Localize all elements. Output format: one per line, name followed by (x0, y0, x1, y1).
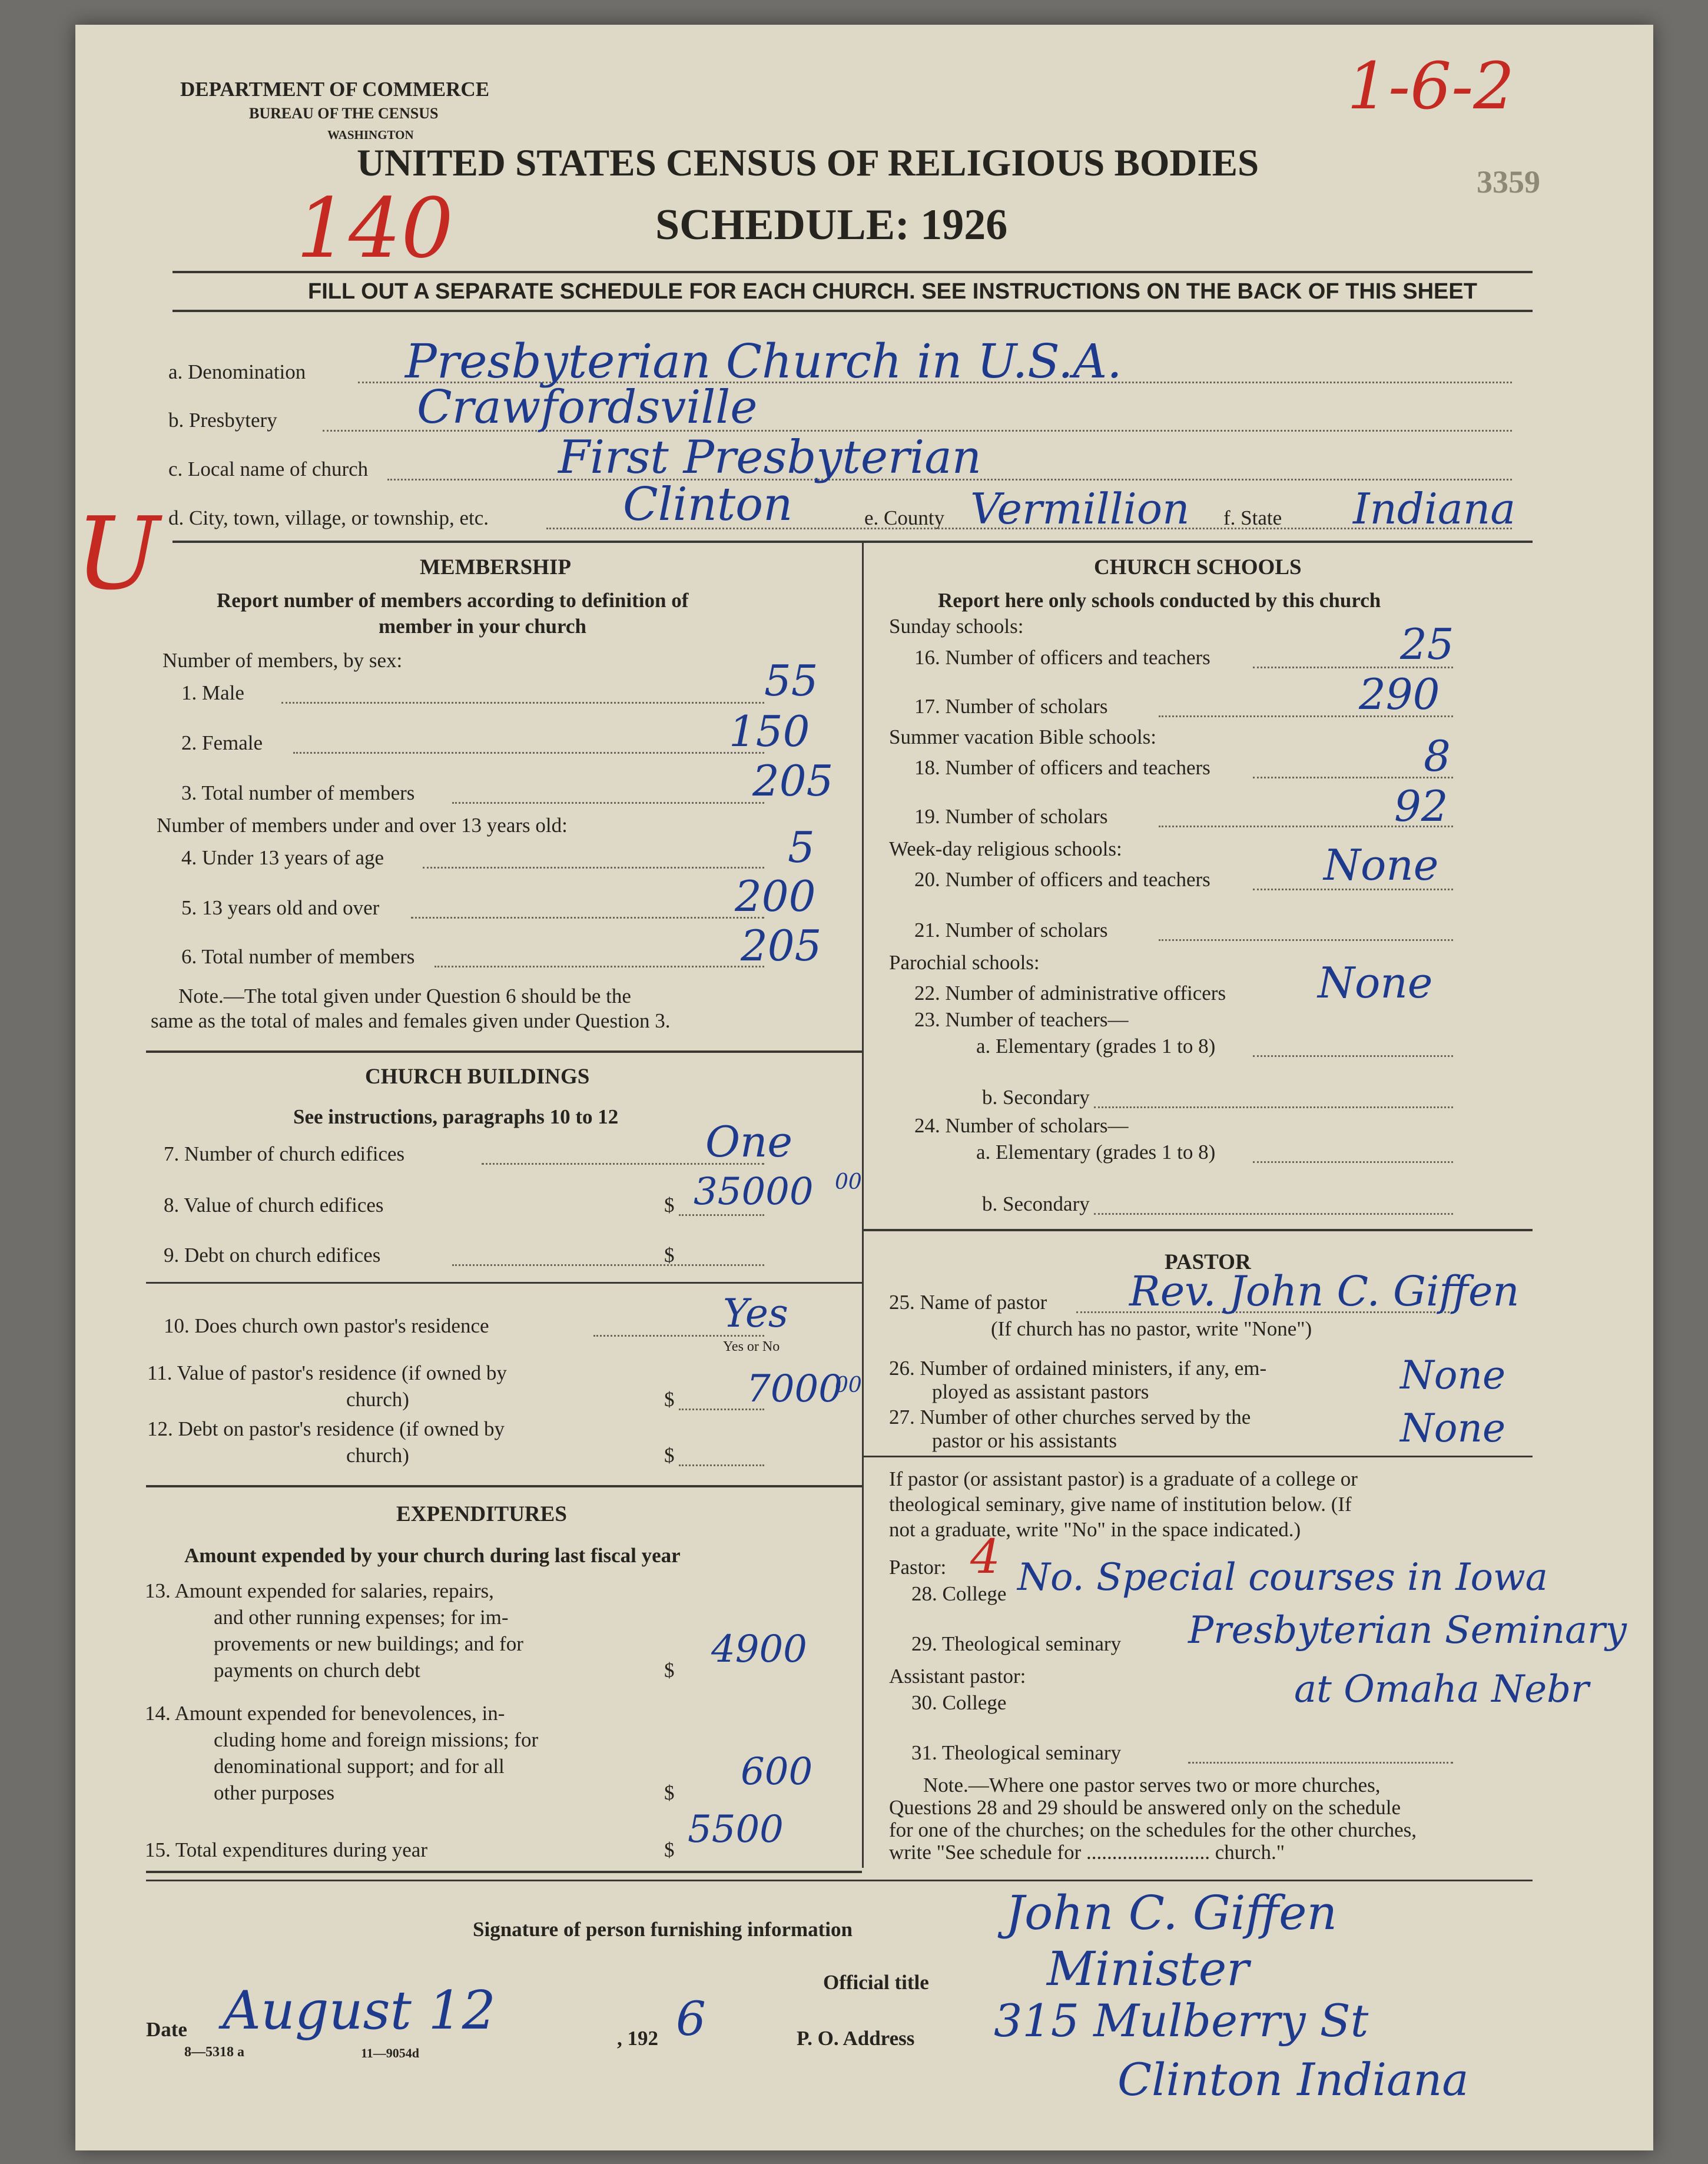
q11-cents: 00 (835, 1373, 862, 1397)
q31-label: 31. Theological seminary (911, 1741, 1122, 1764)
q20-value: None (1324, 840, 1439, 890)
q24b-line (1094, 1213, 1453, 1215)
buildings-title: CHURCH BUILDINGS (365, 1065, 590, 1089)
q24a-line (1253, 1161, 1453, 1163)
q3-line (452, 802, 764, 804)
county-value: Vermillion (970, 484, 1190, 533)
q23a-label: a. Elementary (grades 1 to 8) (976, 1035, 1216, 1058)
ident-rule (173, 541, 1533, 543)
graduate-note-3: not a graduate, write "No" in the space indicated.) (889, 1518, 1301, 1541)
q10-value: Yes (723, 1291, 788, 1336)
q15-label: 15. Total expenditures during year (145, 1838, 427, 1861)
q6-value: 205 (741, 921, 822, 970)
q26-label-1: 26. Number of ordained ministers, if any, em- (889, 1357, 1267, 1380)
q2-label: 2. Female (181, 731, 263, 754)
date-label: Date (146, 2018, 187, 2041)
q7-label: 7. Number of church edifices (164, 1142, 405, 1165)
by-age-label: Number of members under and over 13 years old: (157, 814, 568, 837)
expenditures-title: EXPENDITURES (396, 1502, 567, 1526)
q28-label: 28. College (911, 1582, 1007, 1605)
graduate-note-1: If pastor (or assistant pastor) is a graduate of a college or (889, 1467, 1358, 1490)
membership-note-2: same as the total of males and females given under Question 3. (151, 1009, 671, 1032)
q23a-line (1253, 1055, 1453, 1057)
membership-note-1: Note.—The total given under Question 6 should be the (178, 985, 631, 1008)
print-number: 11—9054d (361, 2046, 420, 2060)
q14-label-4: other purposes (214, 1781, 335, 1804)
annotation-number: 140 (296, 181, 454, 277)
assistant-sub-label: Assistant pastor: (889, 1665, 1026, 1688)
address-line-2: Clinton Indiana (1117, 2053, 1469, 2106)
address-value: 315 Mulberry St (994, 1994, 1369, 2047)
q13-label-4: payments on church debt (214, 1659, 420, 1682)
denomination-label: a. Denomination (168, 360, 306, 383)
yes-no-hint: Yes or No (723, 1339, 780, 1354)
q13-value: 4900 (711, 1628, 807, 1671)
q15-currency: $ (664, 1838, 675, 1861)
bureau-heading: BUREAU OF THE CENSUS (249, 105, 439, 122)
presbytery-value: Crawfordsville (417, 381, 758, 434)
q14-label-2: cluding home and foreign missions; for (214, 1728, 539, 1751)
address-label: P. O. Address (797, 2027, 915, 2050)
graduate-note-2: theological seminary, give name of institution below. (If (889, 1493, 1352, 1516)
state-label: f. State (1223, 506, 1282, 529)
q9-line (452, 1264, 764, 1266)
form-title: UNITED STATES CENSUS OF RELIGIOUS BODIES (357, 142, 1259, 184)
year-label: , 192 (617, 2027, 658, 2050)
q1-value: 55 (764, 656, 818, 705)
pastor-note-4: write "See schedule for ........................ church." (889, 1841, 1285, 1864)
q24-label: 24. Number of scholars— (914, 1114, 1129, 1137)
annotation-top-right: 1-6-2 (1347, 48, 1515, 124)
schedule-title: SCHEDULE: 1926 (655, 201, 1008, 249)
q20-label: 20. Number of officers and teachers (914, 868, 1210, 891)
q21-label: 21. Number of scholars (914, 919, 1108, 942)
buildings-rule (146, 1485, 862, 1487)
q11-value: 7000 (747, 1367, 843, 1411)
q6-label: 6. Total number of members (181, 945, 415, 968)
department-heading: DEPARTMENT OF COMMERCE (180, 78, 490, 101)
q14-label-3: denominational support; and for all (214, 1755, 505, 1778)
q29-value: Presbyterian Seminary (1188, 1609, 1627, 1652)
pastor-title: PASTOR (1165, 1250, 1251, 1274)
q23b-label: b. Secondary (982, 1086, 1090, 1109)
city-label: d. City, town, village, or township, etc. (168, 506, 489, 529)
expenditures-rule (146, 1871, 862, 1873)
q30-label: 30. College (911, 1691, 1007, 1714)
q12-line (679, 1464, 764, 1466)
q18-label: 18. Number of officers and teachers (914, 756, 1210, 779)
column-divider (862, 543, 864, 1868)
membership-intro-2: member in your church (379, 615, 586, 638)
buildings-subtitle: See instructions, paragraphs 10 to 12 (293, 1105, 619, 1128)
city-value: Clinton (623, 478, 793, 531)
q22-label: 22. Number of administrative officers (914, 982, 1226, 1005)
q8-cents: 00 (835, 1170, 862, 1194)
official-title-label: Official title (823, 1971, 929, 1994)
signature-label: Signature of person furnishing information (473, 1918, 853, 1941)
q5-label: 5. 13 years old and over (181, 896, 380, 919)
q19-label: 19. Number of scholars (914, 805, 1108, 828)
q9-label: 9. Debt on church edifices (164, 1244, 381, 1267)
q17-value: 290 (1359, 670, 1440, 719)
q9-currency: $ (664, 1244, 675, 1267)
q5-value: 200 (735, 871, 816, 921)
q2-value: 150 (729, 707, 810, 756)
q9-rule (146, 1282, 862, 1284)
q5-line (411, 917, 764, 919)
q24a-label: a. Elementary (grades 1 to 8) (976, 1141, 1216, 1164)
q12-label-2: church) (346, 1444, 409, 1467)
local-name-label: c. Local name of church (168, 458, 369, 480)
q8-label: 8. Value of church edifices (164, 1194, 384, 1217)
q28-value: No. Special courses in Iowa (1017, 1556, 1548, 1599)
q18-line (1253, 777, 1453, 778)
q14-label-1: 14. Amount expended for benevolences, in- (145, 1702, 505, 1725)
q26-value: None (1400, 1353, 1506, 1398)
q25-value: Rev. John C. Giffen (1129, 1267, 1520, 1315)
q30-value: at Omaha Nebr (1294, 1668, 1589, 1711)
q7-value: One (705, 1117, 793, 1166)
q22-value: None (1318, 958, 1433, 1008)
year-value: 6 (676, 1991, 706, 2046)
state-value: Indiana (1353, 484, 1516, 533)
schools-title: CHURCH SCHOOLS (1094, 555, 1302, 579)
q16-value: 25 (1400, 619, 1454, 669)
q26-label-2: ployed as assistant pastors (932, 1380, 1149, 1403)
q4-value: 5 (788, 823, 815, 872)
instruction-rule (173, 310, 1533, 312)
q19-value: 92 (1394, 781, 1448, 831)
q21-line (1159, 939, 1453, 941)
q27-value: None (1400, 1406, 1506, 1451)
q6-line (435, 966, 764, 967)
pastor-note-1: Note.—Where one pastor serves two or more churches, (923, 1774, 1381, 1797)
q11-label-1: 11. Value of pastor's residence (if owned by (147, 1361, 507, 1384)
city-county-line (546, 528, 1512, 529)
official-title-value: Minister (1047, 1941, 1249, 1996)
q3-label: 3. Total number of members (181, 781, 415, 804)
q25-note: (If church has no pastor, write "None") (991, 1317, 1312, 1340)
schools-rule (864, 1229, 1533, 1231)
denomination-value: Presbyterian Church in U.S.A. (405, 334, 1122, 389)
q4-line (423, 867, 764, 869)
by-sex-label: Number of members, by sex: (162, 649, 403, 672)
membership-rule (146, 1050, 862, 1053)
q23b-line (1094, 1106, 1453, 1108)
q8-currency: $ (664, 1194, 675, 1217)
expenditures-subtitle: Amount expended by your church during last fiscal year (184, 1544, 681, 1567)
pastor-note-3: for one of the churches; on the schedules for the other churches, (889, 1818, 1417, 1841)
q14-value: 600 (741, 1750, 813, 1794)
q1-line (281, 702, 764, 704)
sunday-label: Sunday schools: (889, 615, 1024, 638)
annotation-margin: U (75, 496, 160, 612)
pastor-sub-label: Pastor: (889, 1556, 947, 1579)
schools-subtitle: Report here only schools conducted by this church (938, 589, 1381, 612)
membership-title: MEMBERSHIP (420, 555, 571, 579)
q8-line (679, 1214, 764, 1216)
q16-label: 16. Number of officers and teachers (914, 646, 1210, 669)
q27-label-1: 27. Number of other churches served by the (889, 1406, 1251, 1429)
q24b-label: b. Secondary (982, 1192, 1090, 1215)
q13-currency: $ (664, 1659, 675, 1682)
summer-label: Summer vacation Bible schools: (889, 725, 1156, 748)
q2-line (293, 752, 764, 754)
q10-label: 10. Does church own pastor's residence (164, 1314, 489, 1337)
pastor-red-mark: 4 (970, 1529, 1000, 1584)
local-name-value: First Presbyterian (558, 431, 981, 484)
q27-label-2: pastor or his assistants (932, 1429, 1117, 1452)
date-value: August 12 (223, 1980, 496, 2042)
q11-label-2: church) (346, 1388, 409, 1411)
q11-currency: $ (664, 1388, 675, 1411)
q17-label: 17. Number of scholars (914, 695, 1108, 718)
q23-label: 23. Number of teachers— (914, 1008, 1129, 1031)
q18-value: 8 (1424, 731, 1451, 781)
q15-value: 5500 (688, 1808, 784, 1851)
q31-line (1188, 1762, 1453, 1764)
pastor-note-2: Questions 28 and 29 should be answered only on the schedule (889, 1796, 1401, 1819)
city-heading: WASHINGTON (327, 128, 414, 142)
footer-rule (146, 1880, 1533, 1881)
q4-label: 4. Under 13 years of age (181, 846, 384, 869)
q1-label: 1. Male (181, 681, 244, 704)
q13-label-1: 13. Amount expended for salaries, repairs, (145, 1579, 494, 1602)
q25-label: 25. Name of pastor (889, 1291, 1047, 1314)
census-form-sheet (75, 25, 1653, 2150)
q14-currency: $ (664, 1781, 675, 1804)
q8-value: 35000 (694, 1170, 814, 1214)
pastor-rule (864, 1456, 1533, 1457)
membership-intro-1: Report number of members according to definition of (217, 589, 689, 612)
q13-label-3: provements or new buildings; and for (214, 1632, 523, 1655)
parochial-label: Parochial schools: (889, 951, 1040, 974)
q12-currency: $ (664, 1444, 675, 1467)
form-number: 8—5318 a (184, 2044, 244, 2060)
fill-out-instruction: FILL OUT A SEPARATE SCHEDULE FOR EACH CHURCH. SEE INSTRUCTIONS ON THE BACK OF THIS SHEET (308, 279, 1477, 304)
q12-label-1: 12. Debt on pastor's residence (if owned by (147, 1417, 505, 1440)
weekday-label: Week-day religious schools: (889, 837, 1122, 860)
q13-label-2: and other running expenses; for im- (214, 1606, 509, 1629)
signature-value: John C. Giffen (1006, 1885, 1337, 1940)
county-label: e. County (864, 506, 945, 529)
presbytery-label: b. Presbytery (168, 409, 277, 432)
q3-value: 205 (752, 756, 834, 806)
stamp-number: 3359 (1477, 164, 1540, 200)
q29-label: 29. Theological seminary (911, 1632, 1122, 1655)
